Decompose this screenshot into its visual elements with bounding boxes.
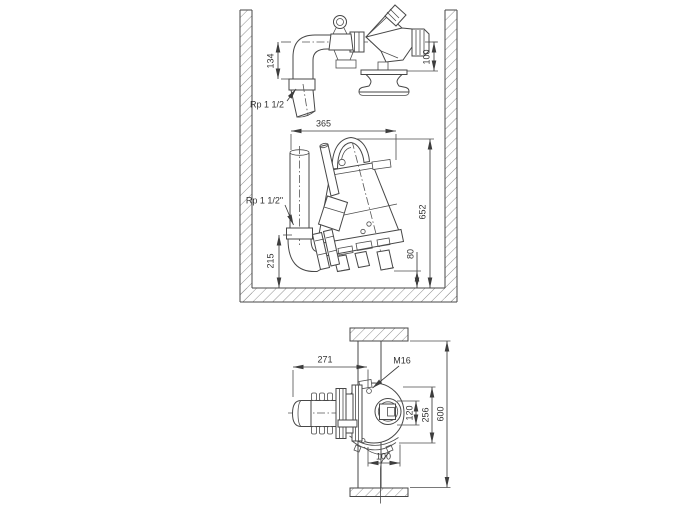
dim-label-100-bottom: 100	[375, 451, 392, 461]
dim-label-365: 365	[315, 118, 332, 128]
dim-label-600: 600	[435, 406, 445, 422]
thread-size-label-top: Rp 1 1/2	[249, 99, 285, 109]
discharge-pipework-assembly	[289, 5, 437, 117]
dim-label-271: 271	[317, 354, 333, 364]
lifting-bracket	[329, 16, 356, 69]
dim-label-215: 215	[265, 253, 275, 269]
dim-label-652: 652	[417, 203, 428, 220]
pump-side-view	[287, 138, 404, 272]
dim-label-256: 256	[420, 407, 430, 423]
dim-label-100-top: 100	[421, 48, 431, 65]
dim-label-134: 134	[265, 52, 275, 69]
valve-foot	[359, 70, 409, 96]
bolt-size-label-m16: M16	[393, 355, 411, 366]
dim-label-120: 120	[404, 405, 414, 421]
check-valve	[366, 5, 429, 71]
dim-label-80: 80	[405, 248, 415, 260]
thread-size-label-pump: Rp 1 1/2"	[245, 195, 284, 206]
pump-plan-view	[288, 380, 404, 504]
